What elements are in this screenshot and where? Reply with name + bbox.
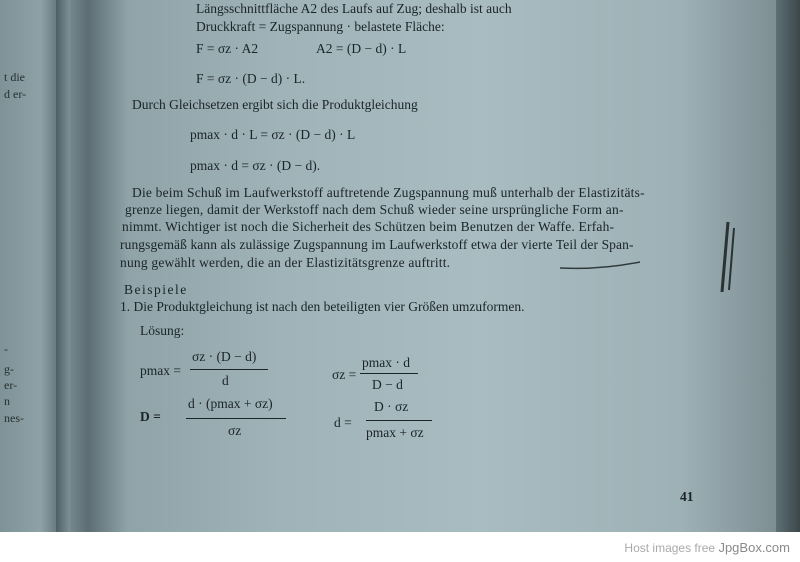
formula-4-lhs: d = <box>334 415 352 430</box>
formula-1-denominator: d <box>222 373 229 388</box>
left-page-fragment: t die <box>4 70 25 84</box>
formula-2-denominator: D − d <box>372 377 403 392</box>
left-page-fragment: nes- <box>4 411 24 425</box>
equation-1-left: F = σz · A2 <box>196 41 259 56</box>
text-druckkraft: Druckkraft = Zugspannung · belastete Fläche: <box>196 19 445 34</box>
left-page-fragment: - <box>4 342 8 356</box>
page-number: 41 <box>680 489 694 504</box>
left-page-fragment: n <box>4 394 10 408</box>
left-page-fragment: d er- <box>4 87 27 101</box>
pencil-margin-line <box>722 222 728 292</box>
formula-2-lhs: σz = <box>332 367 357 382</box>
left-page-fragment: g- <box>4 362 14 376</box>
formula-3-lhs: D = <box>140 409 161 424</box>
equation-2: F = σz · (D − d) · L. <box>196 71 306 86</box>
pencil-underline <box>560 262 640 268</box>
left-page-fragment: er- <box>4 378 18 392</box>
paragraph-line: nung gewählt werden, die an der Elastizitätsgrenze auftritt. <box>120 255 451 270</box>
paragraph-line: Die beim Schuß im Laufwerkstoff auftretende Zugspannung muß unterhalb der Elastizitäts- <box>132 185 645 200</box>
paragraph-line: nimmt. Wichtiger ist noch die Sicherheit des Schützen beim Benutzen der Waffe. Erfah- <box>122 219 615 234</box>
formula-2-numerator: pmax · d <box>362 355 410 370</box>
watermark-text[interactable] <box>624 540 790 555</box>
loesung-label: Lösung: <box>140 323 185 338</box>
pencil-margin-line <box>729 228 734 290</box>
formula-1-lhs: pmax = <box>140 363 181 378</box>
watermark-prefix: Host images free <box>624 541 719 555</box>
watermark-footer <box>0 532 800 562</box>
equation-1-right: A2 = (D − d) · L <box>316 41 407 56</box>
text-gleichsetzen: Durch Gleichsetzen ergibt sich die Produktgleichung <box>132 97 418 112</box>
paragraph-line: grenze liegen, damit der Werkstoff nach dem Schuß wieder seine ursprüngliche Form an- <box>125 202 624 217</box>
paragraph-line: rungsgemäß kann als zulässige Zugspannung im Laufwerkstoff etwa der vierte Teil der Span- <box>120 237 634 252</box>
formula-3-denominator: σz <box>228 423 242 438</box>
equation-3: pmax · d · L = σz · (D − d) · L <box>190 127 356 142</box>
watermark-brand: JpgBox.com <box>718 540 790 555</box>
formula-3-numerator: d · (pmax + σz) <box>188 396 273 411</box>
formula-4-numerator: D · σz <box>374 399 409 414</box>
text-line-top: Längsschnittfläche A2 des Laufs auf Zug; deshalb ist auch <box>196 1 512 16</box>
formula-4-denominator: pmax + σz <box>366 425 424 440</box>
section-heading: Beispiele <box>124 282 188 297</box>
equation-4: pmax · d = σz · (D − d). <box>190 158 321 173</box>
task-text: 1. Die Produktgleichung ist nach den beteiligten vier Größen umzuformen. <box>120 299 525 314</box>
formula-1-numerator: σz · (D − d) <box>192 349 257 364</box>
